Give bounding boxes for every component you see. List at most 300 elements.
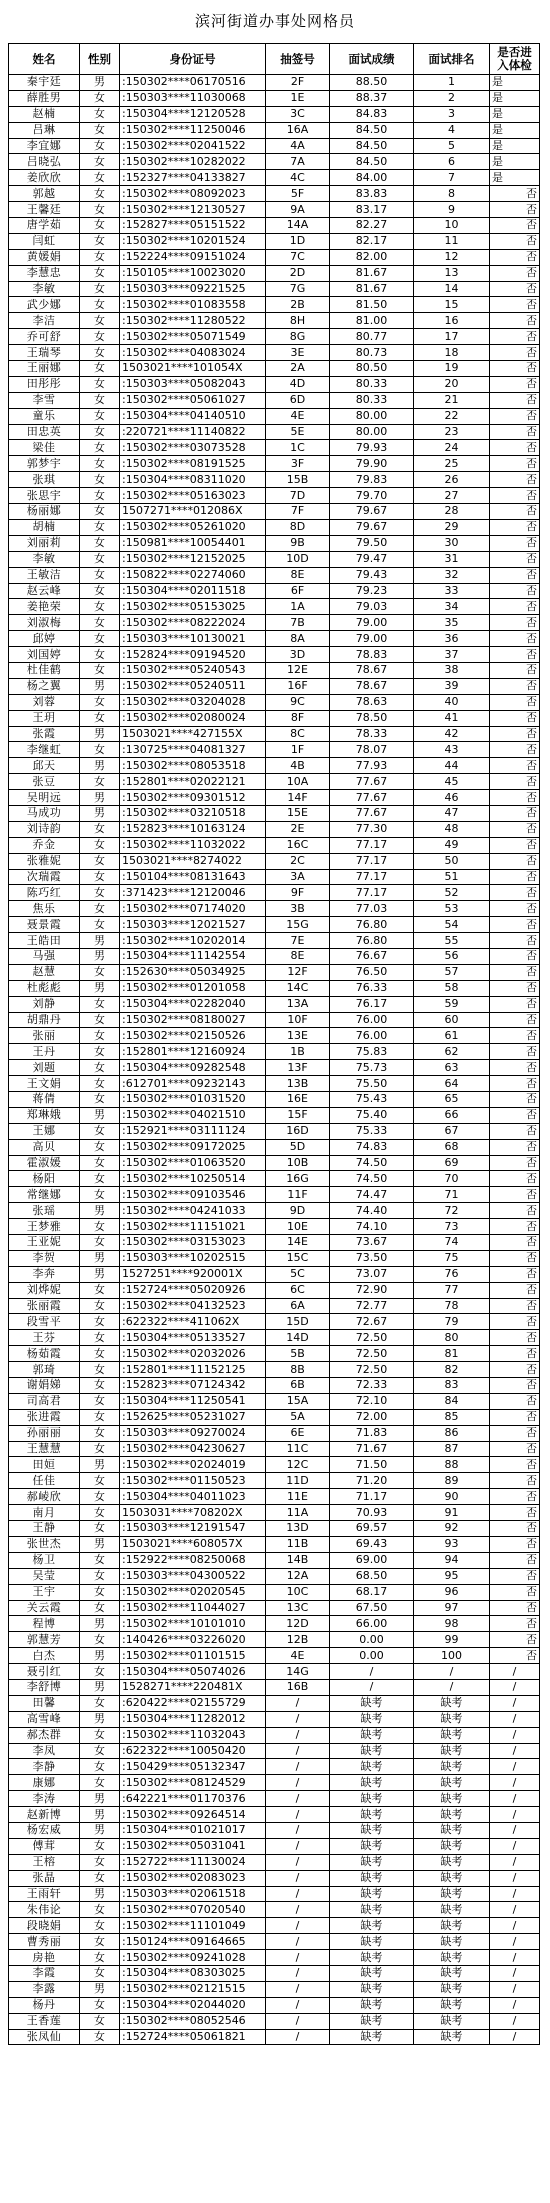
cell-gender: 女	[80, 2013, 120, 2029]
cell-gender: 男	[80, 75, 120, 91]
cell-lot: 12D	[266, 1616, 330, 1632]
cell-lot: 3D	[266, 647, 330, 663]
cell-gender: 女	[80, 1775, 120, 1791]
cell-id: :150303****02061518	[120, 1886, 266, 1902]
cell-score: 74.50	[330, 1171, 414, 1187]
cell-rank: 71	[414, 1187, 490, 1203]
cell-physical: 否	[490, 917, 540, 933]
cell-physical: 否	[490, 1552, 540, 1568]
table-row	[9, 392, 540, 408]
cell-lot: /	[266, 1711, 330, 1727]
cell-lot: /	[266, 1822, 330, 1838]
cell-name: 王雨轩	[9, 1886, 80, 1902]
table-row	[9, 885, 540, 901]
cell-score: 75.43	[330, 1092, 414, 1108]
cell-gender: 女	[80, 1600, 120, 1616]
cell-score: 77.67	[330, 774, 414, 790]
table-row	[9, 948, 540, 964]
cell-name: 刘淑梅	[9, 615, 80, 631]
cell-physical: 否	[490, 218, 540, 234]
cell-rank: 70	[414, 1171, 490, 1187]
cell-name: 杜彪彪	[9, 980, 80, 996]
cell-rank: 97	[414, 1600, 490, 1616]
cell-name: 邱婷	[9, 631, 80, 647]
cell-id: :150302****10282022	[120, 154, 266, 170]
cell-name: 杨丽娜	[9, 504, 80, 520]
cell-name: 刘丽莉	[9, 535, 80, 551]
cell-id: :150302****05261020	[120, 519, 266, 535]
cell-name: 乔金	[9, 837, 80, 853]
cell-id: :152724****05020926	[120, 1282, 266, 1298]
cell-rank: 缺考	[414, 1854, 490, 1870]
cell-id: :150302****03153023	[120, 1235, 266, 1251]
cell-id: :150304****08311020	[120, 472, 266, 488]
cell-score: 75.50	[330, 1076, 414, 1092]
cell-physical: 否	[490, 488, 540, 504]
cell-rank: 缺考	[414, 1934, 490, 1950]
table-row	[9, 1457, 540, 1473]
cell-physical: 否	[490, 1362, 540, 1378]
cell-rank: 41	[414, 710, 490, 726]
page-title: 滨河街道办事处网格员	[194, 12, 355, 30]
cell-id: :152921****03111124	[120, 1123, 266, 1139]
cell-name: 王丹	[9, 1044, 80, 1060]
table-row	[9, 1870, 540, 1886]
cell-gender: 女	[80, 2029, 120, 2045]
table-row	[9, 1664, 540, 1680]
cell-id: :150302****10202014	[120, 933, 266, 949]
cell-lot: /	[266, 1775, 330, 1791]
cell-rank: 缺考	[414, 1727, 490, 1743]
cell-rank: 43	[414, 742, 490, 758]
cell-name: 张丽霞	[9, 1298, 80, 1314]
cell-rank: 60	[414, 1012, 490, 1028]
cell-lot: 4E	[266, 408, 330, 424]
cell-gender: 女	[80, 1378, 120, 1394]
cell-lot: 1D	[266, 233, 330, 249]
cell-gender: 女	[80, 392, 120, 408]
cell-name: 郝杰群	[9, 1727, 80, 1743]
cell-lot: 3C	[266, 106, 330, 122]
cell-physical: 否	[490, 1648, 540, 1664]
cell-lot: 16A	[266, 122, 330, 138]
cell-id: :150104****08131643	[120, 869, 266, 885]
cell-score: 80.77	[330, 329, 414, 345]
cell-rank: 46	[414, 790, 490, 806]
cell-id: :150302****04132523	[120, 1298, 266, 1314]
cell-lot: /	[266, 1870, 330, 1886]
cell-id: :150302****05163023	[120, 488, 266, 504]
table-row	[9, 297, 540, 313]
cell-lot: 5B	[266, 1346, 330, 1362]
cell-name: 南月	[9, 1505, 80, 1521]
cell-score: 79.93	[330, 440, 414, 456]
cell-rank: 80	[414, 1330, 490, 1346]
cell-score: 66.00	[330, 1616, 414, 1632]
cell-physical: /	[490, 1759, 540, 1775]
cell-gender: 女	[80, 710, 120, 726]
cell-lot: 16G	[266, 1171, 330, 1187]
table-row	[9, 980, 540, 996]
cell-id: :150302****01101515	[120, 1648, 266, 1664]
cell-rank: 52	[414, 885, 490, 901]
cell-physical: /	[490, 1807, 540, 1823]
cell-physical: 否	[490, 1012, 540, 1028]
table-row	[9, 837, 540, 853]
table-row	[9, 901, 540, 917]
cell-gender: 女	[80, 964, 120, 980]
cell-lot: 5D	[266, 1139, 330, 1155]
cell-name: 张凤仙	[9, 2029, 80, 2045]
cell-name: 马强	[9, 948, 80, 964]
cell-id: :150302****11044027	[120, 1600, 266, 1616]
cell-gender: 女	[80, 218, 120, 234]
cell-lot: 10A	[266, 774, 330, 790]
cell-physical: 否	[490, 1060, 540, 1076]
table-row	[9, 1346, 540, 1362]
cell-score: 79.43	[330, 567, 414, 583]
cell-physical: 否	[490, 631, 540, 647]
cell-name: 王榕	[9, 1854, 80, 1870]
cell-gender: 女	[80, 1362, 120, 1378]
cell-id: :612701****09232143	[120, 1076, 266, 1092]
cell-score: 71.83	[330, 1425, 414, 1441]
cell-physical: 否	[490, 186, 540, 202]
cell-score: 78.50	[330, 710, 414, 726]
cell-score: 79.03	[330, 599, 414, 615]
cell-physical: 否	[490, 1028, 540, 1044]
cell-rank: 28	[414, 504, 490, 520]
cell-lot: 13D	[266, 1521, 330, 1537]
table-row	[9, 424, 540, 440]
cell-gender: 女	[80, 1282, 120, 1298]
cell-physical: 否	[490, 265, 540, 281]
cell-physical: 是	[490, 122, 540, 138]
cell-name: 聂引红	[9, 1664, 80, 1680]
cell-rank: 82	[414, 1362, 490, 1378]
cell-id: :642221****01170376	[120, 1791, 266, 1807]
cell-gender: 女	[80, 440, 120, 456]
cell-rank: 缺考	[414, 1775, 490, 1791]
cell-score: 84.50	[330, 122, 414, 138]
cell-physical: 是	[490, 154, 540, 170]
cell-rank: 88	[414, 1457, 490, 1473]
cell-rank: 37	[414, 647, 490, 663]
cell-id: :150302****11101049	[120, 1918, 266, 1934]
cell-name: 王慧慧	[9, 1441, 80, 1457]
cell-rank: 缺考	[414, 1822, 490, 1838]
cell-physical: /	[490, 1695, 540, 1711]
cell-gender: 女	[80, 1934, 120, 1950]
cell-name: 郭越	[9, 186, 80, 202]
cell-name: 杨丹	[9, 1997, 80, 2013]
cell-rank: 87	[414, 1441, 490, 1457]
cell-name: 谢娟娣	[9, 1378, 80, 1394]
cell-id: :150302****02150526	[120, 1028, 266, 1044]
table-row	[9, 774, 540, 790]
cell-rank: 69	[414, 1155, 490, 1171]
cell-name: 张世杰	[9, 1536, 80, 1552]
cell-physical: 是	[490, 138, 540, 154]
cell-gender: 女	[80, 996, 120, 1012]
cell-name: 司高君	[9, 1393, 80, 1409]
table-row	[9, 1981, 540, 1997]
cell-rank: 47	[414, 805, 490, 821]
cell-score: 84.83	[330, 106, 414, 122]
cell-name: 梁佳	[9, 440, 80, 456]
cell-id: :150303****12191547	[120, 1521, 266, 1537]
table-row	[9, 726, 540, 742]
cell-score: 缺考	[330, 1711, 414, 1727]
cell-rank: 100	[414, 1648, 490, 1664]
cell-rank: 缺考	[414, 2029, 490, 2045]
table-row	[9, 1616, 540, 1632]
cell-physical: /	[490, 1997, 540, 2013]
table-row	[9, 1441, 540, 1457]
cell-gender: 女	[80, 345, 120, 361]
cell-id: :150302****12130527	[120, 202, 266, 218]
table-row	[9, 1838, 540, 1854]
cell-gender: 女	[80, 170, 120, 186]
table-row	[9, 599, 540, 615]
cell-lot: 8F	[266, 710, 330, 726]
cell-id: :150302****11280522	[120, 313, 266, 329]
cell-physical: 否	[490, 1632, 540, 1648]
cell-lot: 7B	[266, 615, 330, 631]
cell-id: :150302****11032043	[120, 1727, 266, 1743]
cell-gender: 女	[80, 837, 120, 853]
cell-rank: 48	[414, 821, 490, 837]
cell-score: 81.50	[330, 297, 414, 313]
cell-id: :150302****04083024	[120, 345, 266, 361]
cell-rank: 84	[414, 1393, 490, 1409]
cell-id: :152630****05034925	[120, 964, 266, 980]
cell-rank: 77	[414, 1282, 490, 1298]
cell-lot: 15G	[266, 917, 330, 933]
table-row	[9, 1155, 540, 1171]
cell-gender: 男	[80, 1536, 120, 1552]
table-row	[9, 122, 540, 138]
table-row	[9, 1600, 540, 1616]
cell-name: 王芬	[9, 1330, 80, 1346]
cell-rank: 59	[414, 996, 490, 1012]
cell-physical: 否	[490, 1616, 540, 1632]
cell-gender: 女	[80, 1060, 120, 1076]
cell-gender: 男	[80, 1616, 120, 1632]
cell-rank: 29	[414, 519, 490, 535]
cell-id: :152625****05231027	[120, 1409, 266, 1425]
cell-rank: 缺考	[414, 1791, 490, 1807]
cell-id: :152724****05061821	[120, 2029, 266, 2045]
cell-name: 赵慧	[9, 964, 80, 980]
cell-name: 王文娟	[9, 1076, 80, 1092]
cell-rank: 缺考	[414, 1870, 490, 1886]
cell-gender: 男	[80, 1203, 120, 1219]
cell-name: 吕琳	[9, 122, 80, 138]
cell-score: 82.17	[330, 233, 414, 249]
cell-physical: /	[490, 1981, 540, 1997]
cell-physical: 否	[490, 535, 540, 551]
cell-lot: 2B	[266, 297, 330, 313]
cell-score: 77.30	[330, 821, 414, 837]
cell-lot: /	[266, 1759, 330, 1775]
cell-lot: 6E	[266, 1425, 330, 1441]
cell-name: 田馨	[9, 1695, 80, 1711]
cell-id: :150303****10202515	[120, 1250, 266, 1266]
cell-physical: 否	[490, 790, 540, 806]
cell-lot: 7A	[266, 154, 330, 170]
table-row	[9, 361, 540, 377]
cell-rank: 缺考	[414, 1695, 490, 1711]
cell-gender: 男	[80, 1886, 120, 1902]
cell-score: 69.43	[330, 1536, 414, 1552]
cell-name: 康娜	[9, 1775, 80, 1791]
cell-id: :150304****04140510	[120, 408, 266, 424]
cell-id: :150304****01021017	[120, 1822, 266, 1838]
cell-score: 76.80	[330, 917, 414, 933]
cell-score: 80.00	[330, 408, 414, 424]
cell-rank: 缺考	[414, 2013, 490, 2029]
cell-physical: 否	[490, 1187, 540, 1203]
cell-rank: 缺考	[414, 1886, 490, 1902]
cell-id: 1503021****101054X	[120, 361, 266, 377]
table-row	[9, 1727, 540, 1743]
cell-name: 李舒博	[9, 1679, 80, 1695]
table-row	[9, 1060, 540, 1076]
cell-score: 75.83	[330, 1044, 414, 1060]
cell-score: /	[330, 1679, 414, 1695]
cell-lot: 11A	[266, 1505, 330, 1521]
cell-lot: 16E	[266, 1092, 330, 1108]
cell-score: 77.93	[330, 758, 414, 774]
cell-gender: 男	[80, 1981, 120, 1997]
table-row	[9, 1997, 540, 2013]
cell-gender: 女	[80, 1346, 120, 1362]
cell-score: 76.67	[330, 948, 414, 964]
cell-id: :150981****10054401	[120, 535, 266, 551]
cell-score: 73.67	[330, 1235, 414, 1251]
col-header-id: 身份证号	[120, 44, 266, 75]
cell-id: :150302****10201524	[120, 233, 266, 249]
cell-physical: 否	[490, 1076, 540, 1092]
cell-physical: 否	[490, 1203, 540, 1219]
cell-lot: 8E	[266, 948, 330, 964]
cell-name: 王皓田	[9, 933, 80, 949]
table-row	[9, 1711, 540, 1727]
cell-name: 李贺	[9, 1250, 80, 1266]
cell-rank: 25	[414, 456, 490, 472]
cell-rank: 53	[414, 901, 490, 917]
cell-name: 任佳	[9, 1473, 80, 1489]
cell-score: 缺考	[330, 1838, 414, 1854]
cell-name: 王宇	[9, 1584, 80, 1600]
cell-rank: 67	[414, 1123, 490, 1139]
cell-lot: 14F	[266, 790, 330, 806]
cell-score: 68.17	[330, 1584, 414, 1600]
cell-name: 李敏	[9, 551, 80, 567]
cell-lot: 2A	[266, 361, 330, 377]
cell-name: 吴明远	[9, 790, 80, 806]
cell-gender: 女	[80, 329, 120, 345]
cell-score: 75.33	[330, 1123, 414, 1139]
cell-gender: 女	[80, 313, 120, 329]
cell-lot: 11E	[266, 1489, 330, 1505]
cell-name: 姜艳荣	[9, 599, 80, 615]
cell-id: :150302****02041522	[120, 138, 266, 154]
cell-score: 74.83	[330, 1139, 414, 1155]
cell-rank: 39	[414, 678, 490, 694]
table-row	[9, 1743, 540, 1759]
cell-physical: 否	[490, 1155, 540, 1171]
cell-id: :150304****02282040	[120, 996, 266, 1012]
table-row	[9, 996, 540, 1012]
cell-rank: 34	[414, 599, 490, 615]
cell-id: :620422****02155729	[120, 1695, 266, 1711]
cell-lot: 13E	[266, 1028, 330, 1044]
cell-lot: /	[266, 1997, 330, 2013]
cell-lot: 14C	[266, 980, 330, 996]
cell-gender: 女	[80, 1854, 120, 1870]
cell-id: :150302****11032022	[120, 837, 266, 853]
cell-gender: 女	[80, 297, 120, 313]
cell-name: 陈巧红	[9, 885, 80, 901]
cell-name: 吴莹	[9, 1568, 80, 1584]
table-row	[9, 345, 540, 361]
cell-id: 1503021****608057X	[120, 1536, 266, 1552]
table-row	[9, 1648, 540, 1664]
cell-lot: /	[266, 1727, 330, 1743]
table-row	[9, 1425, 540, 1441]
cell-lot: 3F	[266, 456, 330, 472]
cell-physical: /	[490, 1711, 540, 1727]
cell-lot: /	[266, 1743, 330, 1759]
table-row	[9, 1822, 540, 1838]
table-row	[9, 488, 540, 504]
cell-name: 郑琳娥	[9, 1107, 80, 1123]
cell-id: :150302****01150523	[120, 1473, 266, 1489]
cell-id: :150302****08180027	[120, 1012, 266, 1028]
cell-gender: 女	[80, 233, 120, 249]
cell-lot: 10B	[266, 1155, 330, 1171]
table-row	[9, 408, 540, 424]
cell-rank: 45	[414, 774, 490, 790]
cell-gender: 女	[80, 1076, 120, 1092]
cell-score: 71.67	[330, 1441, 414, 1457]
cell-id: :150302****08092023	[120, 186, 266, 202]
cell-rank: 50	[414, 853, 490, 869]
cell-rank: 19	[414, 361, 490, 377]
cell-lot: 16B	[266, 1679, 330, 1695]
cell-physical: /	[490, 1679, 540, 1695]
table-row	[9, 1092, 540, 1108]
cell-score: 72.90	[330, 1282, 414, 1298]
cell-rank: 61	[414, 1028, 490, 1044]
table-row	[9, 376, 540, 392]
cell-rank: 99	[414, 1632, 490, 1648]
cell-physical: 否	[490, 710, 540, 726]
cell-id: :150304****02011518	[120, 583, 266, 599]
cell-score: 77.17	[330, 853, 414, 869]
cell-name: 李宜娜	[9, 138, 80, 154]
cell-rank: 缺考	[414, 1902, 490, 1918]
cell-physical: 否	[490, 901, 540, 917]
cell-id: :152327****04133827	[120, 170, 266, 186]
cell-lot: 10D	[266, 551, 330, 567]
cell-lot: 2D	[266, 265, 330, 281]
cell-score: 76.33	[330, 980, 414, 996]
cell-score: 71.20	[330, 1473, 414, 1489]
cell-score: 72.00	[330, 1409, 414, 1425]
